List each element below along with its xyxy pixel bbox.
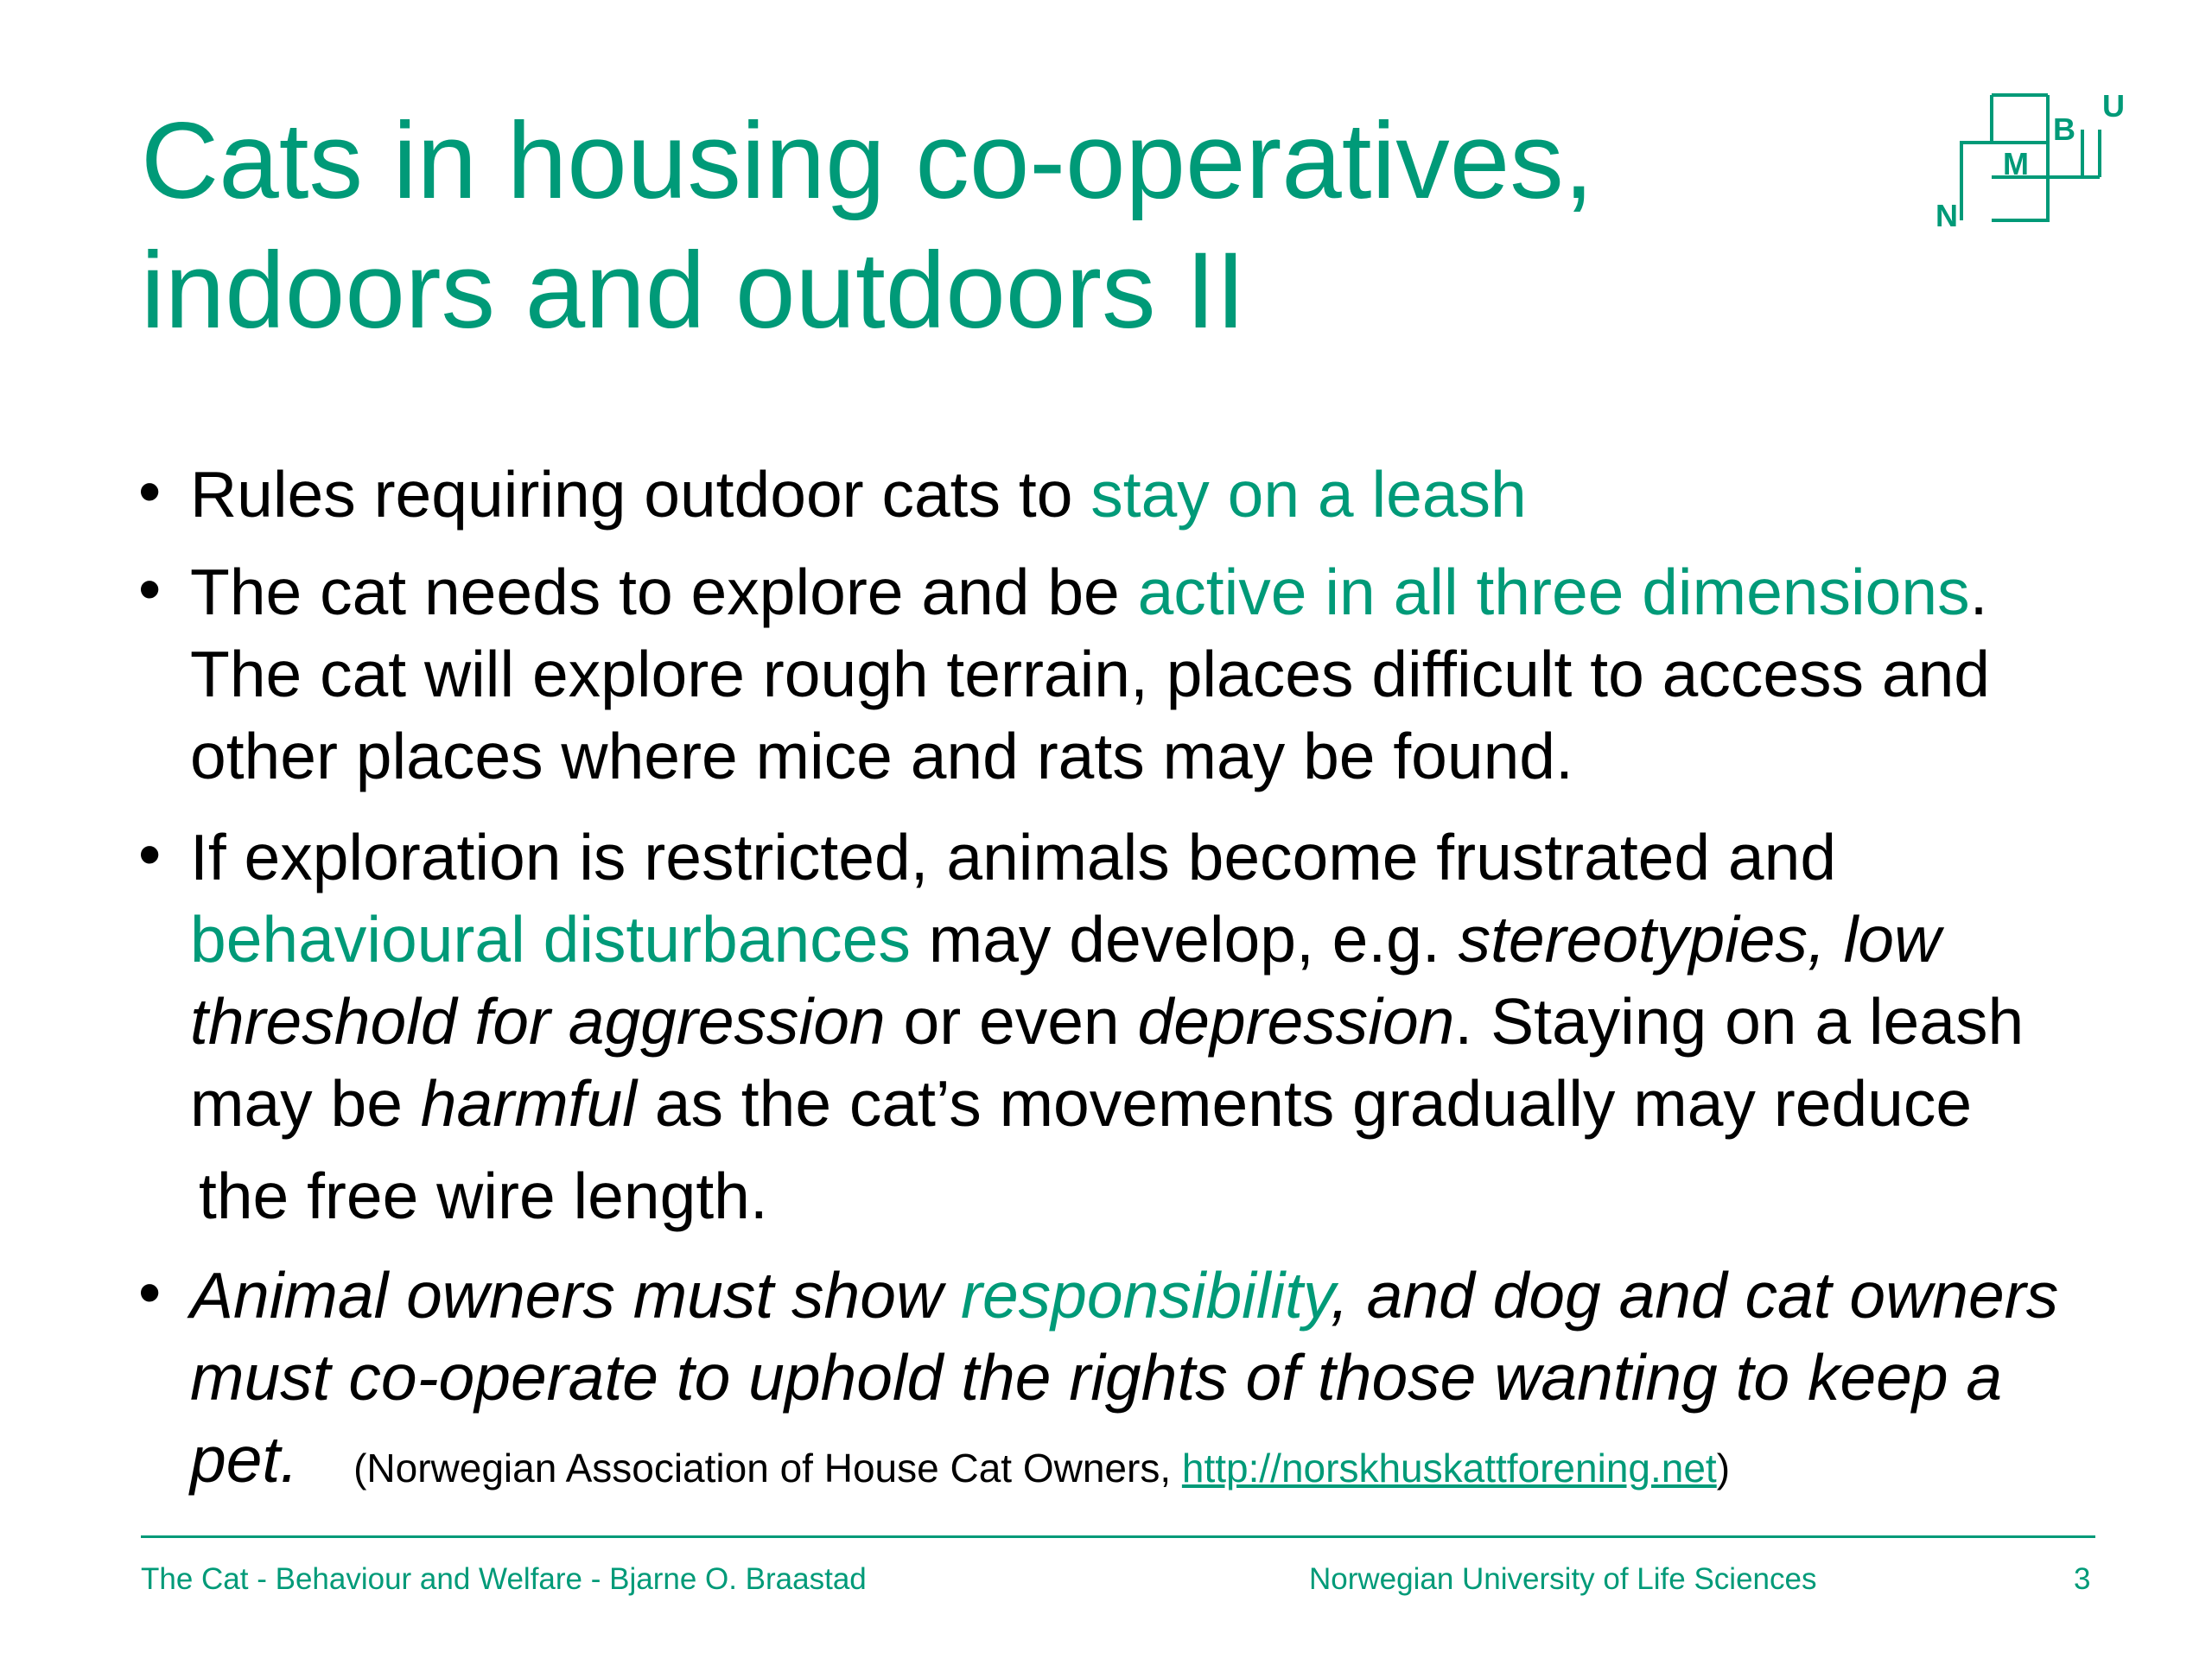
- highlight-dimensions: active in all three dimensions: [1137, 556, 1970, 628]
- bullet-icon: •: [138, 1255, 162, 1328]
- highlight-disturbances: behavioural disturbances: [190, 903, 911, 976]
- bullet-item-leash-rules: • Rules requiring outdoor cats to stay on a leash: [138, 454, 1527, 531]
- logo-letter-n: N: [1936, 198, 1958, 233]
- bullet-item-explore: • The cat needs to explore and be active in all three dimensions. The cat will explore rough terrain, places difficult to access and other places where mice and rats may be found.: [138, 552, 1991, 792]
- citation-link[interactable]: http://norskhuskattforening.net: [1181, 1446, 1717, 1491]
- highlight-leash: stay on a leash: [1090, 458, 1527, 531]
- title-line-2: indoors and outdoors II: [141, 231, 1246, 351]
- logo-letter-u: U: [2102, 91, 2125, 124]
- footer-divider: [141, 1535, 2095, 1538]
- logo-letter-b: B: [2053, 111, 2075, 147]
- title-line-1: Cats in housing co-operatives,: [141, 101, 1594, 221]
- bullet-item-responsibility: • Animal owners must show responsibility, and dog and cat owners must co-operate to uphold the rights of those wanting to keep a pet. (Norwegian Association of House Cat Owners, http://norskhuskattforening.net): [138, 1255, 2059, 1496]
- bullet-icon: •: [138, 817, 162, 890]
- page-number: 3: [2074, 1562, 2091, 1596]
- bullet-icon: •: [138, 454, 162, 527]
- slide-title: [141, 97, 1783, 356]
- citation: (Norwegian Association of House Cat Owners, http://norskhuskattforening.net): [353, 1446, 1731, 1491]
- logo-letter-m: M: [2003, 146, 2029, 181]
- footer-university: Norwegian University of Life Sciences: [1309, 1562, 1817, 1596]
- bullet-item-restriction: • If exploration is restricted, animals become frustrated and behavioural disturbances may develop, e.g. stereotypies, low threshold for aggression or even depression. Staying on a leash may be harmful as the cat’s movements gradually may reduce the free wire length.: [138, 817, 2024, 1232]
- bullet-list: [138, 454, 2177, 1510]
- nmbu-logo: [1936, 91, 2126, 233]
- highlight-responsibility: responsibility: [960, 1259, 1331, 1332]
- bullet-icon: •: [138, 552, 162, 625]
- footer-course-title: The Cat - Behaviour and Welfare - Bjarne O. Braastad: [141, 1562, 867, 1596]
